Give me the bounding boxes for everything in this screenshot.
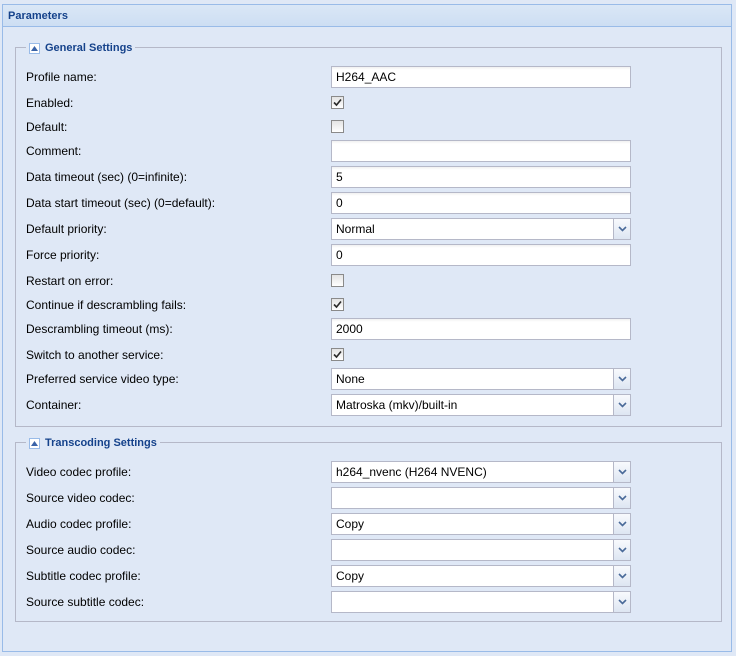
source-subtitle-codec-trigger[interactable] <box>613 592 630 612</box>
default-priority-combo[interactable] <box>331 218 631 240</box>
source-subtitle-codec-label: Source subtitle codec: <box>26 595 145 609</box>
row-enabled <box>16 92 721 114</box>
chevron-down-icon <box>618 376 627 382</box>
chevron-down-icon <box>618 599 627 605</box>
row-default-priority <box>16 218 721 240</box>
default-priority-label: Default priority: <box>26 222 107 236</box>
subtitle-codec-profile-combo[interactable] <box>331 565 631 587</box>
preferred-video-type-combo[interactable] <box>331 368 631 390</box>
default-priority-trigger[interactable] <box>613 219 630 239</box>
row-default <box>16 116 721 138</box>
container-trigger[interactable] <box>613 395 630 415</box>
container-combo[interactable] <box>331 394 631 416</box>
source-video-codec-trigger[interactable] <box>613 488 630 508</box>
continue-descrambling-label: Continue if descrambling fails: <box>26 298 187 312</box>
restart-on-error-checkbox[interactable] <box>331 274 344 287</box>
restart-on-error-label: Restart on error: <box>26 274 114 288</box>
video-codec-profile-label: Video codec profile: <box>26 465 132 479</box>
collapse-general-toggle[interactable] <box>29 43 40 54</box>
switch-service-checkbox[interactable] <box>331 348 344 361</box>
transcoding-settings-fieldset <box>15 437 722 622</box>
panel-title: Parameters <box>3 5 731 27</box>
data-start-timeout-input[interactable] <box>331 192 631 214</box>
general-settings-fieldset <box>15 42 722 427</box>
container-label: Container: <box>26 398 82 412</box>
source-subtitle-codec-combo[interactable] <box>331 591 631 613</box>
force-priority-input[interactable] <box>331 244 631 266</box>
source-audio-codec-combo[interactable] <box>331 539 631 561</box>
checkmark-icon <box>333 350 342 359</box>
audio-codec-profile-label: Audio codec profile: <box>26 517 132 531</box>
video-codec-profile-value: h264_nvenc (H264 NVENC) <box>336 465 487 479</box>
row-source-audio-codec <box>16 539 721 561</box>
container-value: Matroska (mkv)/built-in <box>336 398 458 412</box>
descrambling-timeout-label: Descrambling timeout (ms): <box>26 322 173 336</box>
chevron-down-icon <box>618 573 627 579</box>
checkmark-icon <box>333 98 342 107</box>
descrambling-timeout-input[interactable] <box>331 318 631 340</box>
source-audio-codec-label: Source audio codec: <box>26 543 136 557</box>
caret-up-icon <box>31 46 38 51</box>
chevron-down-icon <box>618 495 627 501</box>
row-data-start-timeout <box>16 192 721 214</box>
row-preferred-video-type <box>16 368 721 390</box>
row-source-video-codec <box>16 487 721 509</box>
comment-input[interactable] <box>331 140 631 162</box>
source-video-codec-combo[interactable] <box>331 487 631 509</box>
row-source-subtitle-codec <box>16 591 721 613</box>
audio-codec-profile-combo[interactable] <box>331 513 631 535</box>
preferred-video-type-trigger[interactable] <box>613 369 630 389</box>
comment-label: Comment: <box>26 144 82 158</box>
default-priority-value: Normal <box>336 222 375 236</box>
continue-descrambling-checkbox[interactable] <box>331 298 344 311</box>
enabled-checkbox[interactable] <box>331 96 344 109</box>
transcoding-settings-title: Transcoding Settings <box>45 437 157 449</box>
switch-service-label: Switch to another service: <box>26 348 164 362</box>
preferred-video-type-label: Preferred service video type: <box>26 372 179 386</box>
default-checkbox[interactable] <box>331 120 344 133</box>
row-descrambling-timeout <box>16 318 721 340</box>
row-switch-service <box>16 344 721 366</box>
chevron-down-icon <box>618 521 627 527</box>
row-data-timeout <box>16 166 721 188</box>
audio-codec-profile-trigger[interactable] <box>613 514 630 534</box>
row-continue-descrambling <box>16 294 721 316</box>
force-priority-label: Force priority: <box>26 248 100 262</box>
source-audio-codec-trigger[interactable] <box>613 540 630 560</box>
row-video-codec-profile <box>16 461 721 483</box>
row-force-priority <box>16 244 721 266</box>
chevron-down-icon <box>618 226 627 232</box>
data-timeout-input[interactable] <box>331 166 631 188</box>
row-subtitle-codec-profile <box>16 565 721 587</box>
video-codec-profile-combo[interactable] <box>331 461 631 483</box>
chevron-down-icon <box>618 547 627 553</box>
caret-up-icon <box>31 441 38 446</box>
preferred-video-type-value: None <box>336 372 365 386</box>
audio-codec-profile-value: Copy <box>336 517 365 531</box>
transcoding-settings-legend <box>26 435 160 451</box>
general-settings-legend <box>26 40 135 56</box>
general-settings-title: General Settings <box>45 42 133 54</box>
chevron-down-icon <box>618 402 627 408</box>
row-restart-on-error <box>16 270 721 292</box>
profile-name-label: Profile name: <box>26 70 97 84</box>
collapse-transcoding-toggle[interactable] <box>29 438 40 449</box>
video-codec-profile-trigger[interactable] <box>613 462 630 482</box>
enabled-label: Enabled: <box>26 96 74 110</box>
parameters-panel <box>2 4 732 652</box>
data-timeout-label: Data timeout (sec) (0=infinite): <box>26 170 188 184</box>
row-container <box>16 394 721 416</box>
checkmark-icon <box>333 300 342 309</box>
row-comment <box>16 140 721 162</box>
chevron-down-icon <box>618 469 627 475</box>
subtitle-codec-profile-value: Copy <box>336 569 365 583</box>
source-video-codec-label: Source video codec: <box>26 491 135 505</box>
subtitle-codec-profile-trigger[interactable] <box>613 566 630 586</box>
subtitle-codec-profile-label: Subtitle codec profile: <box>26 569 141 583</box>
profile-name-input[interactable] <box>331 66 631 88</box>
row-profile-name <box>16 66 721 88</box>
default-label: Default: <box>26 120 68 134</box>
row-audio-codec-profile <box>16 513 721 535</box>
data-start-timeout-label: Data start timeout (sec) (0=default): <box>26 196 216 210</box>
